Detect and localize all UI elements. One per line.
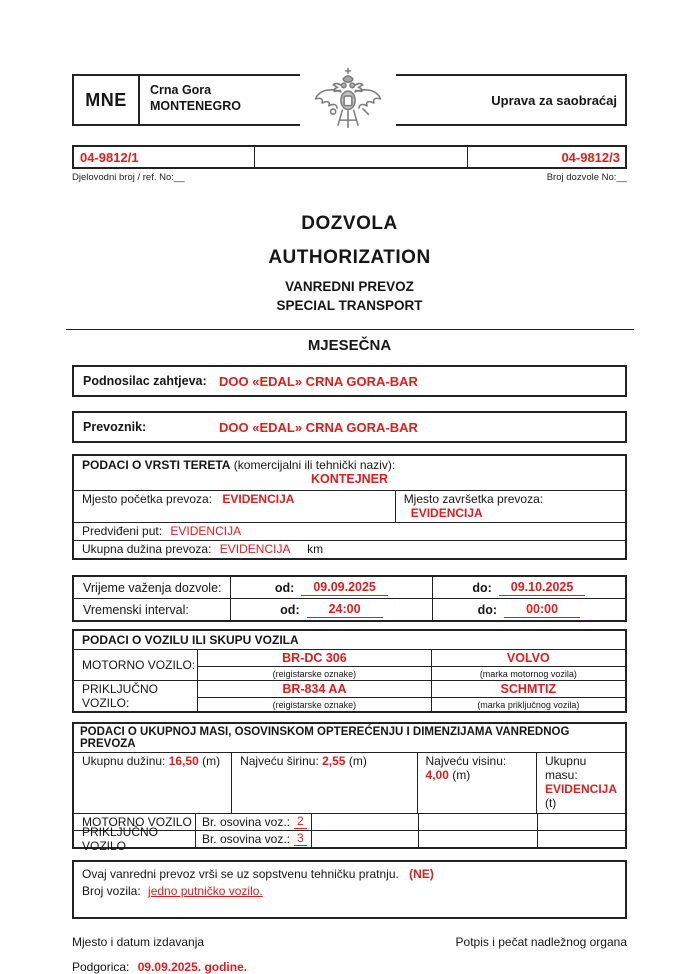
escort-vehicles-value: jedno putničko vozilo. (148, 884, 263, 899)
permit-period: MJESEČNA (307, 337, 392, 354)
dimensions-section (72, 722, 627, 853)
cargo-route-label: Predviđeni put: (82, 524, 163, 538)
motor-row-label: MOTORNO VOZILO (74, 814, 196, 830)
coat-of-arms-eagle-icon (300, 66, 396, 136)
motor-axles-value: 2 (294, 815, 307, 829)
empty-cell (312, 814, 419, 830)
vehicle-section (72, 629, 627, 713)
cargo-start-cell (74, 491, 396, 522)
do-label: do: (472, 580, 492, 595)
trailer-plate-caption: (reigistarske oznake) (272, 699, 357, 710)
escort-section (72, 860, 627, 919)
length-unit: (m) (202, 754, 221, 768)
cargo-section-subtitle: (komercijalni ili tehnički naziv): (233, 458, 396, 472)
country-code: MNE (74, 76, 140, 124)
interval-label: Vremenski interval: (83, 602, 189, 617)
empty-cell (312, 831, 419, 847)
motor-axles-cell (196, 814, 312, 830)
cargo-distance-value: EVIDENCIJA (219, 542, 290, 556)
cargo-route-value: EVIDENCIJA (170, 524, 242, 538)
cargo-name: KONTEJNER (310, 472, 389, 486)
title-authorization: AUTHORIZATION (268, 247, 431, 268)
od-label: od: (280, 602, 300, 617)
subtitle-vanredni-prevoz: VANREDNI PREVOZ (285, 279, 414, 294)
trailer-vehicle-label: PRIKLJUČNO VOZILO: (74, 681, 198, 711)
vehicle-section-title: PODACI O VOZILU ILI SKUPU VOZILA (74, 631, 625, 650)
reference-number-row (72, 145, 627, 169)
width-unit: (m) (348, 754, 367, 768)
length-cell (74, 753, 232, 813)
date-from-value: 09.09.2025 (301, 580, 388, 596)
signature-label: Potpis i pečat nadležnog organa (455, 934, 627, 949)
ref-number-label: Djelovodni broj / ref. No:__ (72, 172, 185, 183)
carrier-value: DOO «EDAL» CRNA GORA-BAR (219, 419, 418, 435)
document-title-block (72, 213, 627, 313)
country-name-native: Crna Gora (150, 83, 212, 97)
dimensions-section-title: PODACI O UKUPNOJ MASI, OSOVINSKOM OPTEREĆENJU I DIMENZIJAMA VANREDNOG PREVOZA (74, 724, 625, 753)
issue-date-row (72, 960, 627, 974)
width-label: Najveću širinu: (240, 754, 319, 768)
date-to-value: 09.10.2025 (499, 580, 586, 596)
permit-number: 04-9812/3 (561, 149, 620, 165)
trailer-plate-value: BR-834 AA (198, 681, 431, 698)
cargo-section-title: PODACI O VRSTI TERETA (82, 458, 231, 472)
trailer-plate-cell (198, 681, 432, 711)
mass-cell (537, 753, 625, 813)
length-value: 16,50 (168, 754, 199, 768)
axles-label: Br. osovina voz.: (201, 815, 290, 829)
height-value: 4,00 (425, 768, 449, 782)
title-dozvola: DOZVOLA (301, 213, 398, 234)
motor-vehicle-row (74, 650, 625, 680)
motor-make-caption: (marka motornog vozila) (479, 668, 577, 679)
trailer-make-cell (432, 681, 625, 711)
escort-vehicles-label: Broj vozila: (82, 884, 141, 899)
cargo-header (74, 456, 625, 491)
ref-number: 04-9812/1 (80, 149, 139, 165)
cargo-distance-unit: km (307, 542, 324, 556)
cargo-end-value: EVIDENCIJA (410, 506, 483, 520)
empty-cell (419, 831, 538, 847)
motor-make-value: VOLVO (432, 650, 625, 667)
country-name (140, 76, 241, 124)
trailer-axles-row (74, 825, 625, 853)
do-label: do: (477, 602, 498, 617)
validity-to-cell (433, 577, 625, 598)
reference-labels (72, 172, 627, 183)
motor-vehicle-label: MOTORNO VOZILO: (74, 650, 198, 680)
validity-section (72, 575, 627, 622)
permit-number-cell (468, 147, 625, 167)
empty-cell (538, 814, 625, 830)
issue-date-value: 09.09.2025. godine. (137, 959, 248, 974)
trailer-row-label: PRIKLJUČNO VOZILO (74, 831, 196, 847)
mass-unit: (t) (544, 796, 557, 810)
length-label: Ukupnu dužinu: (82, 754, 166, 768)
applicant-value: DOO «EDAL» CRNA GORA-BAR (219, 373, 418, 389)
time-interval-row (74, 598, 625, 620)
permit-number-label: Broj dozvole No:__ (546, 172, 627, 183)
validity-from-cell (230, 577, 433, 598)
width-cell (232, 753, 417, 813)
trailer-make-caption: (marka priključnog vozila) (477, 699, 580, 710)
applicant-box (72, 365, 627, 397)
height-label: Najveću visinu: (425, 754, 507, 768)
trailer-make-value: SCHMTIZ (432, 681, 625, 698)
od-label: od: (274, 580, 295, 595)
cargo-places-row (74, 491, 625, 523)
motor-plate-cell (198, 650, 432, 680)
interval-to-cell (433, 599, 625, 620)
trailer-axles-cell (196, 831, 312, 847)
cargo-route-row (74, 523, 625, 541)
cargo-section (72, 454, 627, 560)
cargo-section-title-line (82, 458, 617, 472)
header (72, 74, 627, 126)
trailer-axles-value: 3 (294, 832, 307, 846)
escort-text: Ovaj vanredni prevoz vrši se uz sopstvenu tehničku pratnju. (82, 867, 399, 881)
ref-number-cell (74, 147, 255, 167)
mass-label: Ukupnu masu: (544, 754, 587, 782)
issue-city-label: Podgorica: (72, 959, 130, 974)
cargo-end-label: Mjesto završetka prevoza: (403, 492, 544, 506)
interval-from-cell (230, 599, 433, 620)
empty-cell (419, 814, 538, 830)
validity-period-label: Vrijeme važenja dozvole: (83, 580, 222, 595)
width-value: 2,55 (322, 754, 346, 768)
escort-line1 (82, 866, 617, 883)
carrier-box (72, 411, 627, 443)
applicant-label: Podnosilac zahtjeva: (83, 374, 207, 388)
mass-value: EVIDENCIJA (544, 782, 617, 796)
axles-label: Br. osovina voz.: (201, 832, 290, 846)
subtitle-special-transport: SPECIAL TRANSPORT (276, 298, 423, 313)
motor-plate-value: BR-DC 306 (198, 650, 431, 667)
ref-middle-cell (255, 147, 469, 167)
cargo-distance-label: Ukupna dužina prevoza: (82, 542, 212, 556)
trailer-vehicle-row (74, 680, 625, 711)
escort-line2 (82, 883, 617, 900)
validity-period-row (74, 577, 625, 598)
time-to-value: 00:00 (504, 602, 580, 618)
cargo-end-cell (396, 491, 625, 522)
carrier-label: Prevoznik: (83, 420, 147, 434)
empty-cell (538, 831, 625, 847)
cargo-start-label: Mjesto početka prevoza: (82, 492, 213, 506)
issue-place-label: Mjesto i datum izdavanja (72, 934, 205, 949)
escort-answer: (NE) (409, 867, 434, 881)
cargo-distance-row (74, 541, 625, 558)
height-unit: (m) (452, 768, 471, 782)
cargo-start-value: EVIDENCIJA (222, 492, 295, 506)
motor-make-cell (432, 650, 625, 680)
document-content (72, 0, 627, 974)
footer-labels (72, 935, 627, 949)
issuing-authority: Uprava za saobraćaj (491, 92, 617, 108)
time-from-value: 24:00 (307, 602, 383, 618)
country-name-english: MONTENEGRO (150, 99, 241, 114)
height-cell (418, 753, 537, 813)
motor-plate-caption: (reigistarske oznake) (272, 668, 357, 679)
dimensions-values-row (74, 753, 625, 814)
separator-line (66, 329, 634, 330)
